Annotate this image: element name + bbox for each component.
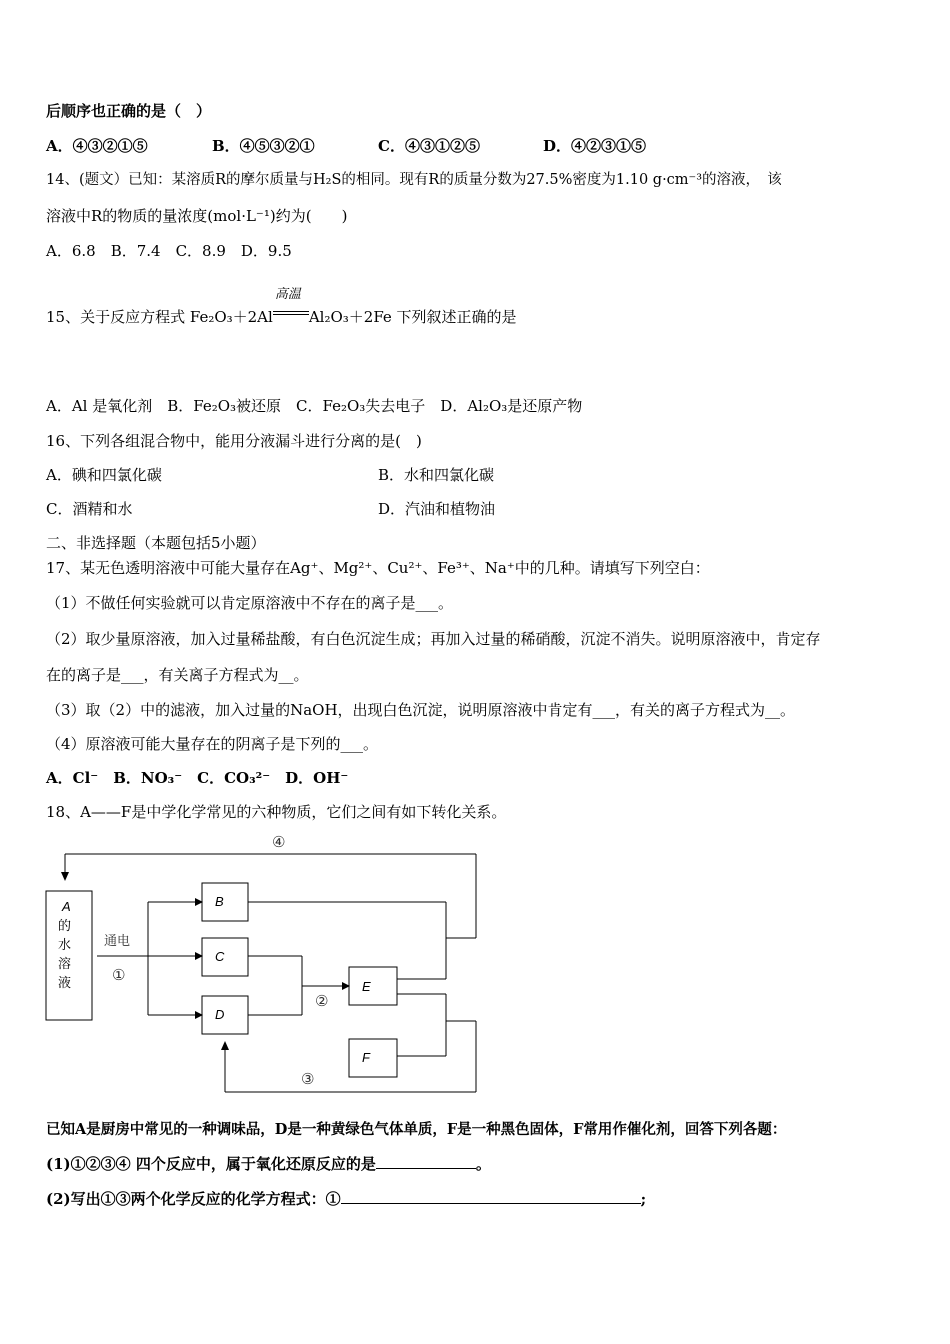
box-d bbox=[202, 996, 248, 1034]
q18-known: 已知A是厨房中常见的一种调味品，D是一种黄绿色气体单质，F是一种黑色固体，F常用作催化剂，回答下列各题： bbox=[46, 1121, 787, 1138]
box-e bbox=[349, 967, 397, 1005]
q18-sub2-end: ; bbox=[640, 1190, 647, 1208]
q13-option-c: C．④③①②⑤ bbox=[378, 137, 480, 155]
q13-option-d: D．④②③①⑤ bbox=[543, 137, 647, 155]
box-a-label-3: 溶 bbox=[58, 956, 72, 971]
box-d-label: D bbox=[215, 1007, 225, 1022]
box-a-label-0: A bbox=[62, 899, 71, 914]
box-a-label-1: 的 bbox=[58, 918, 72, 933]
section-heading: 二、非选择题（本题包括5小题） bbox=[46, 534, 266, 552]
step-2-label: ② bbox=[315, 993, 329, 1010]
answer-blank-1[interactable] bbox=[376, 1154, 476, 1169]
box-b-label: B bbox=[215, 894, 224, 909]
q17-stem: 17、某无色透明溶液中可能大量存在Ag⁺、Mg²⁺、Cu²⁺、Fe³⁺、Na⁺中的几种。请填写下列空白： bbox=[46, 559, 710, 577]
box-e-label: E bbox=[362, 979, 371, 994]
step-3-label: ③ bbox=[301, 1071, 315, 1088]
q18-stem: 18、A——F是中学化学常见的六种物质，它们之间有如下转化关系。 bbox=[46, 803, 507, 821]
q13-option-a: A．④③②①⑤ bbox=[46, 137, 148, 155]
q18-sub1-end: 。 bbox=[475, 1155, 491, 1173]
q17-part2-line1: （2）取少量原溶液，加入过量稀盐酸，有白色沉淀生成；再加入过量的稀硝酸，沉淀不消失。说明原溶液中，肯定存 bbox=[46, 630, 821, 648]
q15-stem-before: 15、关于反应方程式 Fe₂O₃＋2Al bbox=[46, 308, 273, 326]
q16-option-b: B．水和四氯化碳 bbox=[378, 466, 495, 484]
box-c-label: C bbox=[215, 949, 225, 964]
q17-options: A．Cl⁻ B．NO₃⁻ C．CO₃²⁻ D．OH⁻ bbox=[46, 769, 349, 787]
answer-blank-2[interactable] bbox=[341, 1189, 641, 1204]
q18-sub1-text: (1)①②③④ 四个反应中，属于氧化还原反应的是 bbox=[46, 1155, 376, 1173]
box-a-label-4: 液 bbox=[58, 975, 72, 990]
arrow-back-to-d bbox=[221, 1041, 229, 1050]
q17-part3: （3）取（2）中的滤液，加入过量的NaOH，出现白色沉淀，说明原溶液中肯定有___，有关的离子方程式为__。 bbox=[46, 701, 796, 719]
box-f-label: F bbox=[362, 1050, 370, 1065]
q17-part2-line2: 在的离子是___，有关离子方程式为__。 bbox=[46, 666, 309, 684]
q16-stem: 16、下列各组混合物中，能用分液漏斗进行分离的是( ) bbox=[46, 432, 422, 450]
box-f bbox=[349, 1039, 397, 1077]
label-electrolysis: 通电 bbox=[104, 933, 131, 948]
q16-option-c: C．酒精和水 bbox=[46, 500, 133, 518]
q14-options: A．6.8 B．7.4 C．8.9 D．9.5 bbox=[46, 242, 292, 260]
step-4-label: ④ bbox=[272, 834, 286, 851]
q15-stem-after: Al₂O₃＋2Fe 下列叙述正确的是 bbox=[308, 308, 517, 326]
reaction-condition: 高温 bbox=[274, 287, 301, 302]
q18-sub2-text: (2)写出①③两个化学反应的化学方程式：① bbox=[46, 1190, 341, 1208]
q16-option-d: D．汽油和植物油 bbox=[378, 500, 496, 518]
step-1-label: ① bbox=[112, 967, 126, 984]
arrow-to-a bbox=[61, 872, 69, 881]
q17-part4: （4）原溶液可能大量存在的阴离子是下列的___。 bbox=[46, 735, 379, 753]
q14-stem-line2: 溶液中R的物质的量浓度(mol·L⁻¹)约为( ) bbox=[46, 207, 348, 225]
box-c bbox=[202, 938, 248, 976]
box-a-label-2: 水 bbox=[58, 937, 72, 952]
q13-stem-tail: 后顺序也正确的是（ ） bbox=[46, 102, 212, 120]
box-b bbox=[202, 883, 248, 921]
q18-sub1 bbox=[46, 1154, 491, 1174]
q13-option-b: B．④⑤③②① bbox=[212, 137, 315, 155]
q17-part1: （1）不做任何实验就可以肯定原溶液中不存在的离子是___。 bbox=[46, 594, 454, 612]
q18-sub2 bbox=[46, 1189, 646, 1209]
q15-options: A．Al 是氧化剂 B．Fe₂O₃被还原 C．Fe₂O₃失去电子 D．Al₂O₃是还原产物 bbox=[46, 397, 583, 415]
q16-option-a: A．碘和四氯化碳 bbox=[46, 466, 162, 484]
q14-stem-line1: 14、(题文）已知：某溶质R的摩尔质量与H₂S的相同。现有R的质量分数为27.5%密度为1.10 g·cm⁻³的溶液， 该 bbox=[46, 172, 782, 188]
